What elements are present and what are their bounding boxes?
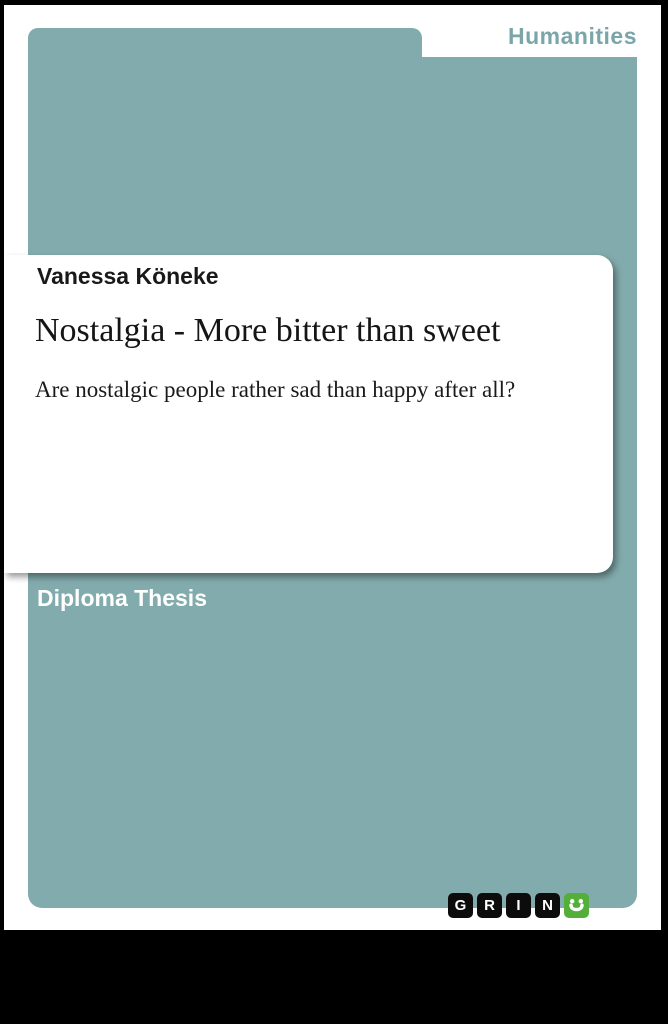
grin-logo-letter-g: G (448, 893, 473, 918)
title-card (4, 255, 613, 573)
grin-logo-letter-n: N (535, 893, 560, 918)
book-cover-page (4, 5, 661, 930)
grin-logo-letter-i: I (506, 893, 531, 918)
grin-logo (448, 893, 589, 918)
book-subtitle: Are nostalgic people rather sad than happy after all? (35, 377, 516, 402)
grin-logo-letter-r: R (477, 893, 502, 918)
author-name: Vanessa Köneke (37, 263, 219, 289)
category-label: Humanities (508, 23, 637, 49)
document-type-label: Diploma Thesis (37, 585, 207, 611)
book-title: Nostalgia - More bitter than sweet (35, 312, 501, 349)
smiley-icon (564, 893, 589, 918)
